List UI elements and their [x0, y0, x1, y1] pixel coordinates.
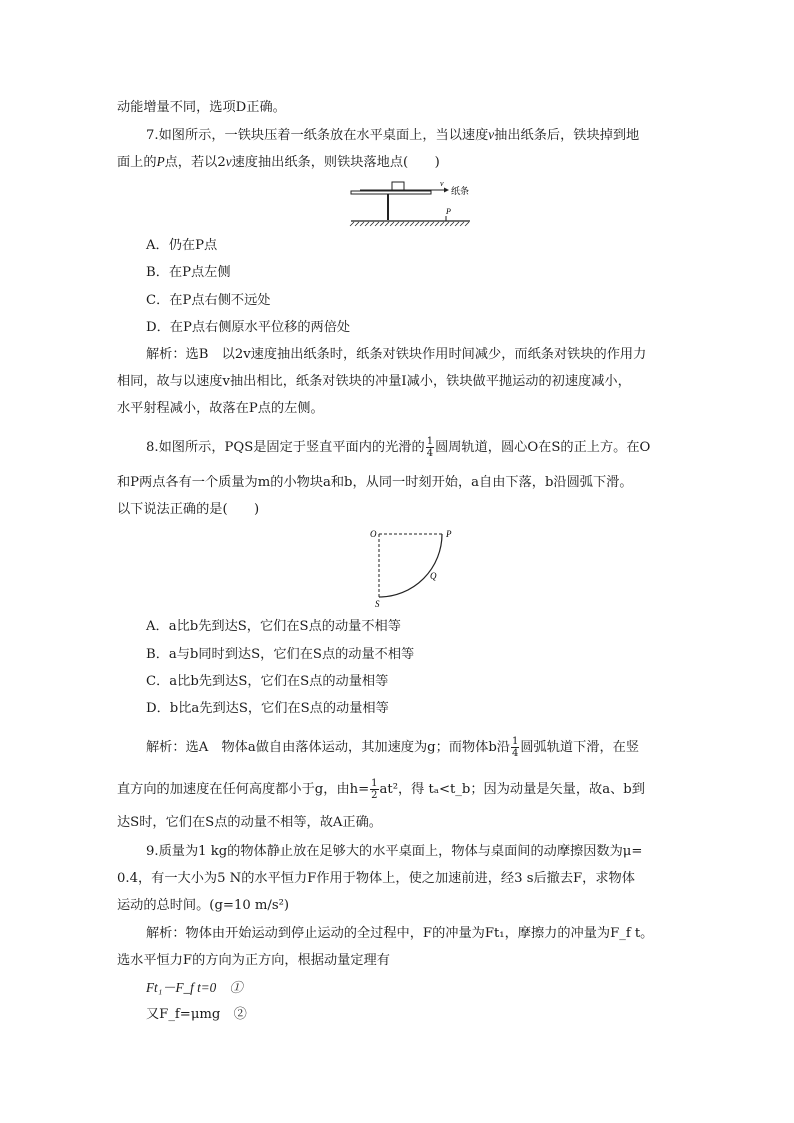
q7-option-b: B．在P点左侧	[146, 265, 231, 280]
velocity-arrowhead	[444, 188, 449, 193]
q7-option-d: D．在P点右侧原水平位移的两倍处	[146, 320, 351, 335]
a8-line-2: 直方向的加速度在任何高度都小于g，由h= $\frac{1}{2}$ at²，得 tₐ<t_b；因为动量是矢量，故a、b到	[117, 778, 645, 801]
table-top	[351, 191, 431, 194]
text-line-1: 动能增量不同，选项D正确。	[117, 100, 286, 115]
a7-line-2: 相同，故与以速度v抽出相比，纸条对铁块的冲量I减小，铁块做平抛运动的初速度减小，	[117, 374, 631, 389]
q8-option-a: A．a比b先到达S，它们在S点的动量不相等	[146, 619, 401, 634]
figure-7-table-diagram	[348, 178, 473, 228]
a7-line-1: 解析：选B 以2v速度抽出纸条时，纸条对铁块作用时间减少，而纸条对铁块的作用力	[146, 347, 647, 362]
q7-line-2: 面上的P点，若以2v速度抽出纸条，则铁块落地点( )	[117, 154, 440, 170]
q7-option-c: C．在P点右侧不远处	[146, 293, 271, 308]
fraction-one-half: $\frac{1}{2}$	[371, 778, 378, 801]
q9-line-3: 运动的总时间。(g=10 m/s²)	[117, 898, 290, 913]
p-label: P	[446, 207, 451, 216]
q8-option-d: D．b比a先到达S，它们在S点的动量相等	[146, 701, 389, 716]
fraction-one-quarter-2: $\frac{1}{4}$	[511, 736, 519, 759]
q9-line-2: 0.4，有一大小为5 N的水平恒力F作用于物体上，使之加速前进，经3 s后撤去F，求物体	[117, 871, 635, 886]
p-label: P	[446, 529, 452, 539]
s-label: S	[375, 599, 380, 609]
figure-8-arc-diagram	[366, 524, 461, 610]
a8-line-1: 解析：选A 物体a做自由落体运动，其加速度为g；而物体b沿 $\frac{1}{4}$ 圆弧轨道下滑，在竖	[146, 736, 640, 759]
equation-2: 又F_f=μmg ②	[146, 1007, 247, 1022]
iron-block	[392, 182, 404, 190]
q8-option-c: C．a比b先到达S，它们在S点的动量相等	[146, 674, 389, 689]
q8-line-1: 8.如图所示，PQS是固定于竖直平面内的光滑的 $\frac{1}{4}$ 圆周轨道，圆心O在S的正上方。在O	[146, 436, 651, 459]
v-label: v	[440, 179, 444, 188]
fraction-one-quarter: $\frac{1}{4}$	[426, 436, 434, 459]
q7-option-a: A．仍在P点	[146, 238, 218, 253]
a8-line-3: 达S时，它们在S点的动量不相等，故A正确。	[117, 815, 382, 830]
q9-line-1: 9.质量为1 kg的物体静止放在足够大的水平桌面上，物体与桌面间的动摩擦因数为μ=	[146, 844, 643, 859]
quarter-circle-track	[379, 534, 442, 597]
q8-option-b: B．a与b同时到达S，它们在S点的动量不相等	[146, 647, 415, 662]
o-label: O	[370, 529, 377, 539]
q8-line-3: 以下说法正确的是( )	[117, 502, 260, 517]
a9-line-2: 选水平恒力F的方向为正方向，根据动量定理有	[117, 953, 390, 968]
q7-line-1: 7.如图所示，一铁块压着一纸条放在水平桌面上，当以速度v抽出纸条后，铁块掉到地	[146, 127, 640, 143]
ground-hatching	[350, 222, 469, 226]
q8-line-2: 和P两点各有一个质量为m的小物块a和b，从同一时刻开始，a自由下落，b沿圆弧下滑。	[117, 475, 633, 490]
equation-1: Ft₁－F_f t=0 ①	[146, 980, 243, 995]
q-label: Q	[430, 571, 437, 581]
a9-line-1: 解析：物体由开始运动到停止运动的全过程中，F的冲量为Ft₁，摩擦力的冲量为F_f t。	[146, 926, 654, 941]
a7-line-3: 水平射程减小，故落在P点的左侧。	[117, 401, 324, 416]
paper-label: 纸条	[451, 186, 470, 196]
